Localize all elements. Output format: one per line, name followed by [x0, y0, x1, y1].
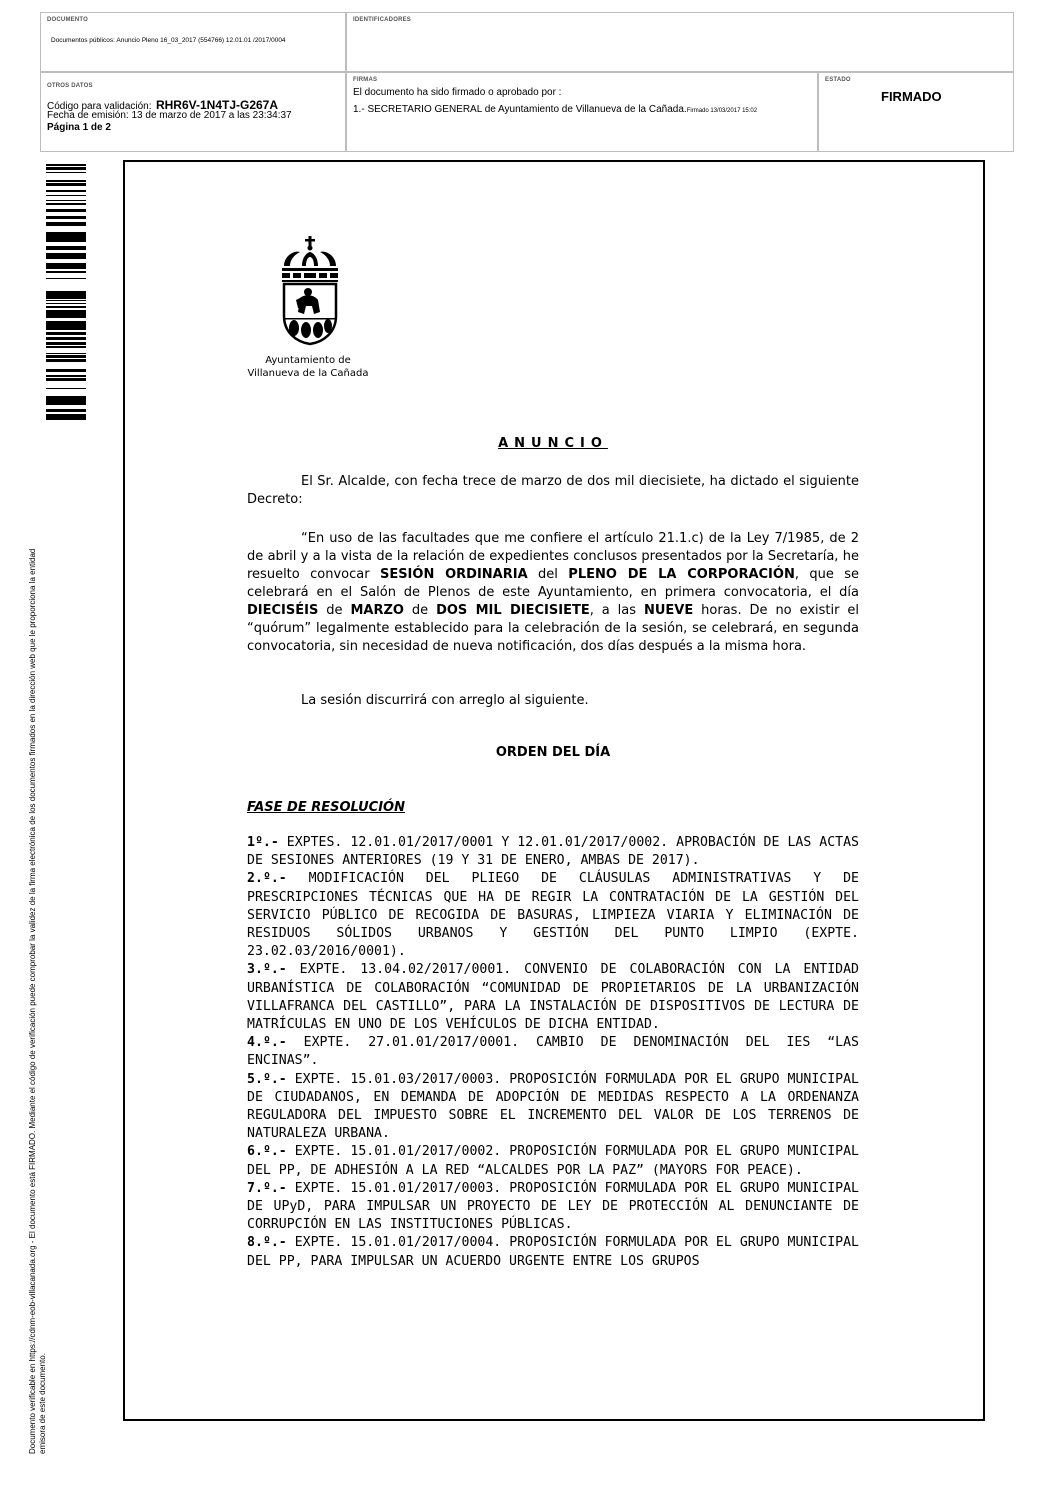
agenda-item-text: EXPTE. 15.01.01/2017/0004. PROPOSICIÓN FORMULADA POR EL GRUPO MUNICIPAL DEL PP, PARA IMPULSAR UN ACUERDO URGENTE ENTRE LOS GRUPOS	[247, 1235, 859, 1269]
agenda-item-text: EXPTES. 12.01.01/2017/0001 Y 12.01.01/2017/0002. APROBACIÓN DE LAS ACTAS DE SESIONES ANTERIORES (19 Y 31 DE ENERO, AMBAS DE 2017).	[247, 835, 859, 869]
agenda-item	[247, 1071, 859, 1144]
session-line: La sesión discurrirá con arreglo al siguiente.	[301, 693, 589, 708]
agenda-item	[247, 961, 859, 1034]
logo-line1: Ayuntamiento de	[265, 355, 351, 366]
agenda-item-number: 4.º.-	[247, 1035, 287, 1051]
agenda-item-number: 1º.-	[247, 835, 279, 850]
decree-text-7: horas. De no existir el “quórum” legalmente establecido para la celebración de la sesión, se celebrará, en segunda convocatoria, sin necesidad de nueva notificación, dos días después a la misma hora.	[247, 603, 860, 654]
fecha-emision: Fecha de emisión: 13 de marzo de 2017 a las 23:34:37	[47, 110, 292, 121]
agenda-item	[247, 1143, 859, 1179]
firmas-line2: 1.- SECRETARIO GENERAL de Ayuntamiento de Villanueva de la Cañada.	[353, 104, 687, 115]
decree-bold-anio: DOS MIL DIECISIETE	[436, 603, 590, 618]
pagina: Página 1 de 2	[47, 122, 111, 133]
agenda-item-text: EXPTE. 15.01.01/2017/0002. PROPOSICIÓN FORMULADA POR EL GRUPO MUNICIPAL DEL PP, DE ADHESIÓN A LA RED “ALCALDES POR LA PAZ” (MAYORS FOR PEACE).	[247, 1144, 859, 1178]
identificadores-label: IDENTIFICADORES	[353, 17, 412, 23]
decree-bold-mes: MARZO	[350, 603, 404, 618]
agenda-item-number: 7.º.-	[247, 1180, 287, 1196]
agenda-item	[247, 1234, 859, 1270]
firmas-label: FIRMAS	[353, 77, 378, 83]
codigo-label: Código para validación:	[47, 101, 152, 112]
agenda-item	[247, 1034, 859, 1070]
verification-side-text	[28, 434, 48, 1454]
codigo-value: RHR6V-1N4TJ-G267A	[155, 98, 279, 112]
agenda-item-number: 6.º.-	[247, 1144, 287, 1160]
agenda-item	[247, 834, 859, 870]
logo-caption	[228, 354, 388, 380]
decree-text-4: de	[318, 603, 351, 618]
orden-del-dia-heading: ORDEN DEL DÍA	[495, 745, 611, 760]
header-otros-datos-cell	[40, 72, 346, 152]
decree-bold-pleno: PLENO DE LA CORPORACIÓN	[568, 567, 795, 582]
otros-datos-label: OTROS DATOS	[47, 83, 93, 89]
estado-value: FIRMADO	[881, 89, 942, 104]
header-documento-cell	[40, 12, 346, 72]
barcode-image	[46, 162, 86, 420]
side-text-line1: Documento verificable en https://cdnm-eob-villacanada.org - El documento está FIRMADO. Mediante el código de verificación puede comprobar la validez de la firma electrónica de los documentos firmados en la dirección web que le proporciona la entidad	[28, 548, 37, 1454]
decree-paragraph	[247, 530, 859, 656]
agenda-item-text: MODIFICACIÓN DEL PLIEGO DE CLÁUSULAS ADMINISTRATIVAS Y DE PRESCRIPCIONES TÉCNICAS QUE HA DE REGIR LA CONTRATACIÓN DE LA GESTIÓN DEL SERVICIO PÚBLICO DE RECOGIDA DE BASURAS, LIMPIEZA VIARIA Y ELIMINACIÓN DE RESIDUOS SÓLIDOS URBANOS Y GESTIÓN DEL PUNTO LIMPIO (EXPTE. 23.02.03/2016/0001).	[247, 871, 859, 960]
agenda-item-number: 8.º.-	[247, 1235, 287, 1251]
logo-line2: Villanueva de la Cañada	[247, 368, 369, 379]
agenda-item-text: EXPTE. 27.01.01/2017/0001. CAMBIO DE DENOMINACIÓN DEL IES “LAS ENCINAS”.	[247, 1035, 859, 1069]
agenda-list	[247, 834, 859, 1271]
coat-of-arms-icon	[270, 236, 350, 346]
header-estado-cell	[818, 72, 1014, 152]
header-firmas-cell	[346, 72, 818, 152]
decree-text-2: del	[527, 567, 569, 582]
decree-text-5: de	[403, 603, 437, 618]
header-identificadores-cell	[346, 12, 1014, 72]
agenda-item	[247, 1180, 859, 1235]
firmas-line1: El documento ha sido firmado o aprobado por :	[353, 87, 562, 98]
agenda-item-number: 3.º.-	[247, 962, 287, 978]
estado-label: ESTADO	[825, 77, 851, 83]
firmas-line2-row	[353, 99, 757, 117]
decree-text-6: , a las	[589, 603, 644, 618]
agenda-item-text: EXPTE. 13.04.02/2017/0001. CONVENIO DE COLABORACIÓN CON LA ENTIDAD URBANÍSTICA DE COLABORACIÓN “COMUNIDAD DE PROPIETARIOS DE LA URBANIZACIÓN VILLAFRANCA DEL CASTILLO”, PARA LA INSTALACIÓN DE DISPOSITIVOS DE LECTURA DE MATRÍCULAS EN UNO DE LOS VEHÍCULOS DE DICHA ENTIDAD.	[247, 962, 859, 1033]
decree-bold-dia: DIECISÉIS	[247, 603, 319, 618]
decree-text-1: “En uso de las facultades que me confiere el artículo 21.1.c) de la Ley 7/1985, de 2 de abril y a la vista de la relación de expedientes conclusos presentados por la Secretaría, he resuelto convocar	[247, 531, 859, 582]
agenda-item-text: EXPTE. 15.01.03/2017/0003. PROPOSICIÓN FORMULADA POR EL GRUPO MUNICIPAL DE CIUDADANOS, EN DEMANDA DE ADOPCIÓN DE MEDIDAS RESPECTO A LA ORDENANZA REGULADORA DEL IMPUESTO SOBRE EL INCREMENTO DEL VALOR DE LOS TERRENOS DE NATURALEZA URBANA.	[247, 1071, 859, 1142]
firmas-date: Firmado 13/03/2017 15:02	[686, 108, 758, 114]
decree-bold-hora: NUEVE	[643, 603, 694, 618]
decree-text-3: , que se celebrará en el Salón de Plenos de este Ayuntamiento, en primera convocatoria, el día	[247, 567, 859, 600]
agenda-item-number: 5.º.-	[247, 1071, 287, 1087]
fase-resolucion-heading: FASE DE RESOLUCIÓN	[247, 800, 405, 815]
agenda-item-number: 2.º.-	[247, 871, 287, 887]
documento-label: DOCUMENTO	[47, 17, 89, 23]
intro-paragraph: El Sr. Alcalde, con fecha trece de marzo de dos mil diecisiete, ha dictado el siguiente Decreto:	[247, 474, 859, 507]
agenda-item	[247, 870, 859, 961]
decree-bold-sesion: SESIÓN ORDINARIA	[379, 567, 528, 582]
side-text-line2: emisora de este documento.	[38, 1353, 47, 1454]
agenda-item-text: EXPTE. 15.01.01/2017/0003. PROPOSICIÓN FORMULADA POR EL GRUPO MUNICIPAL DE UPyD, PARA IMPULSAR UN PROYECTO DE LEY DE PROTECCIÓN AL DENUNCIANTE DE CORRUPCIÓN EN LAS INSTITUCIONES PÚBLICAS.	[247, 1180, 859, 1233]
page-title: ANUNCIO	[498, 436, 608, 451]
documento-value: Documentos públicos: Anuncio Pleno 16_03_2017 (554766) 12.01.01 /2017/0004	[51, 37, 286, 44]
